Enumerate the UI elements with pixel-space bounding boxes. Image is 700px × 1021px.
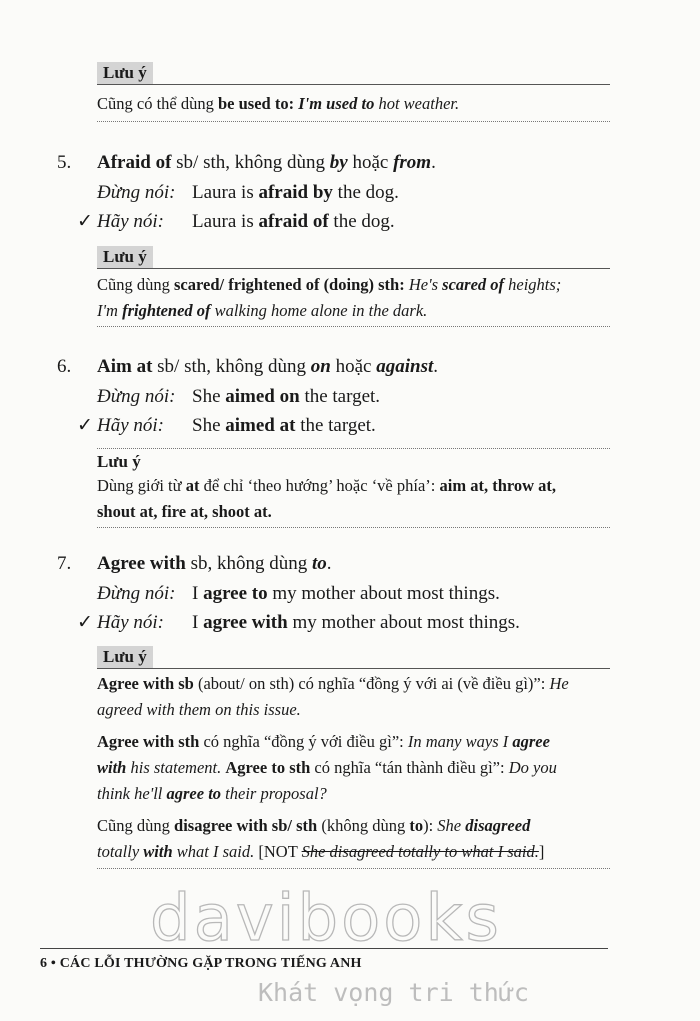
entry-number: 7. [57,553,72,574]
divider [97,84,610,85]
divider [97,527,610,528]
checkmark-icon: ✓ [77,211,93,232]
checkmark-icon: ✓ [77,415,93,436]
entry-number: 6. [57,356,72,377]
note-text: Cũng dùng scared/ frightened of (doing) sth: He's scared of heights; I'm frightened of walking home alone in the dark. [97,275,562,320]
entry-title: Agree with sb, không dùng to. [97,553,332,574]
entry-title: Aim at sb/ sth, không dùng on hoặc against. [97,356,438,377]
divider [97,448,610,449]
watermark-tagline: Khát vọng tri thức [258,978,529,1007]
note-paragraph: Agree with sth có nghĩa “đồng ý với điều gì”: In many ways I agree with his statement. Agree to sth có nghĩa “tán thành điều gì”: Do you think he'll agree to their proposal? [97,732,557,803]
note-paragraph: Agree with sb (about/ on sth) có nghĩa “đồng ý với ai (về điều gì)”: He agreed with them on this issue. [97,674,569,719]
wrong-example: Đừng nói: I agree to my mother about most things. [97,583,500,604]
divider [97,326,610,327]
right-example: ✓ Hãy nói: She aimed at the target. [57,411,617,440]
checkmark-icon: ✓ [77,612,93,633]
wrong-example: Đừng nói: Laura is afraid by the dog. [97,182,399,203]
note-box [97,646,610,869]
entry-title: Afraid of sb/ sth, không dùng by hoặc from. [97,152,436,173]
divider [97,268,610,269]
note-box [97,448,610,528]
note-text: Cũng có thể dùng be used to: I'm used to hot weather. [97,94,460,113]
entry-5 [57,148,617,236]
entry-7 [57,549,617,637]
note-text: Dùng giới từ at để chỉ ‘theo hướng’ hoặc ‘về phía’: aim at, throw at, shout at, fire at, shoot at. [97,476,557,521]
entry-6 [57,352,617,440]
entry-heading [57,352,617,382]
wrong-example: Đừng nói: She aimed on the target. [97,386,381,407]
divider [97,668,610,669]
note-label: Lưu ý [97,646,153,668]
entry-number: 5. [57,152,72,173]
book-title: CÁC LỖI THƯỜNG GẶP TRONG TIẾNG ANH [59,956,362,971]
note-box [97,246,610,327]
note-paragraph: Cũng dùng disagree with sb/ sth (không dùng to): She disagreed totally with what I said. [NOT She disagreed totally to what I said.] [97,816,545,861]
note-label: Lưu ý [97,62,153,84]
note-label: Lưu ý [97,452,141,471]
right-example: ✓ Hãy nói: Laura is afraid of the dog. [57,207,617,236]
page-number: 6 [40,956,48,971]
divider [97,868,610,869]
divider [97,121,610,122]
note-box [97,62,610,122]
page-footer: 6 • CÁC LỖI THƯỜNG GẶP TRONG TIẾNG ANH [40,956,362,971]
footer-divider [40,948,608,949]
note-label: Lưu ý [97,246,153,268]
entry-heading [57,148,617,178]
watermark-brand: davibooks [150,882,502,956]
entry-heading [57,549,617,579]
right-example: ✓ Hãy nói: I agree with my mother about most things. [57,608,617,637]
